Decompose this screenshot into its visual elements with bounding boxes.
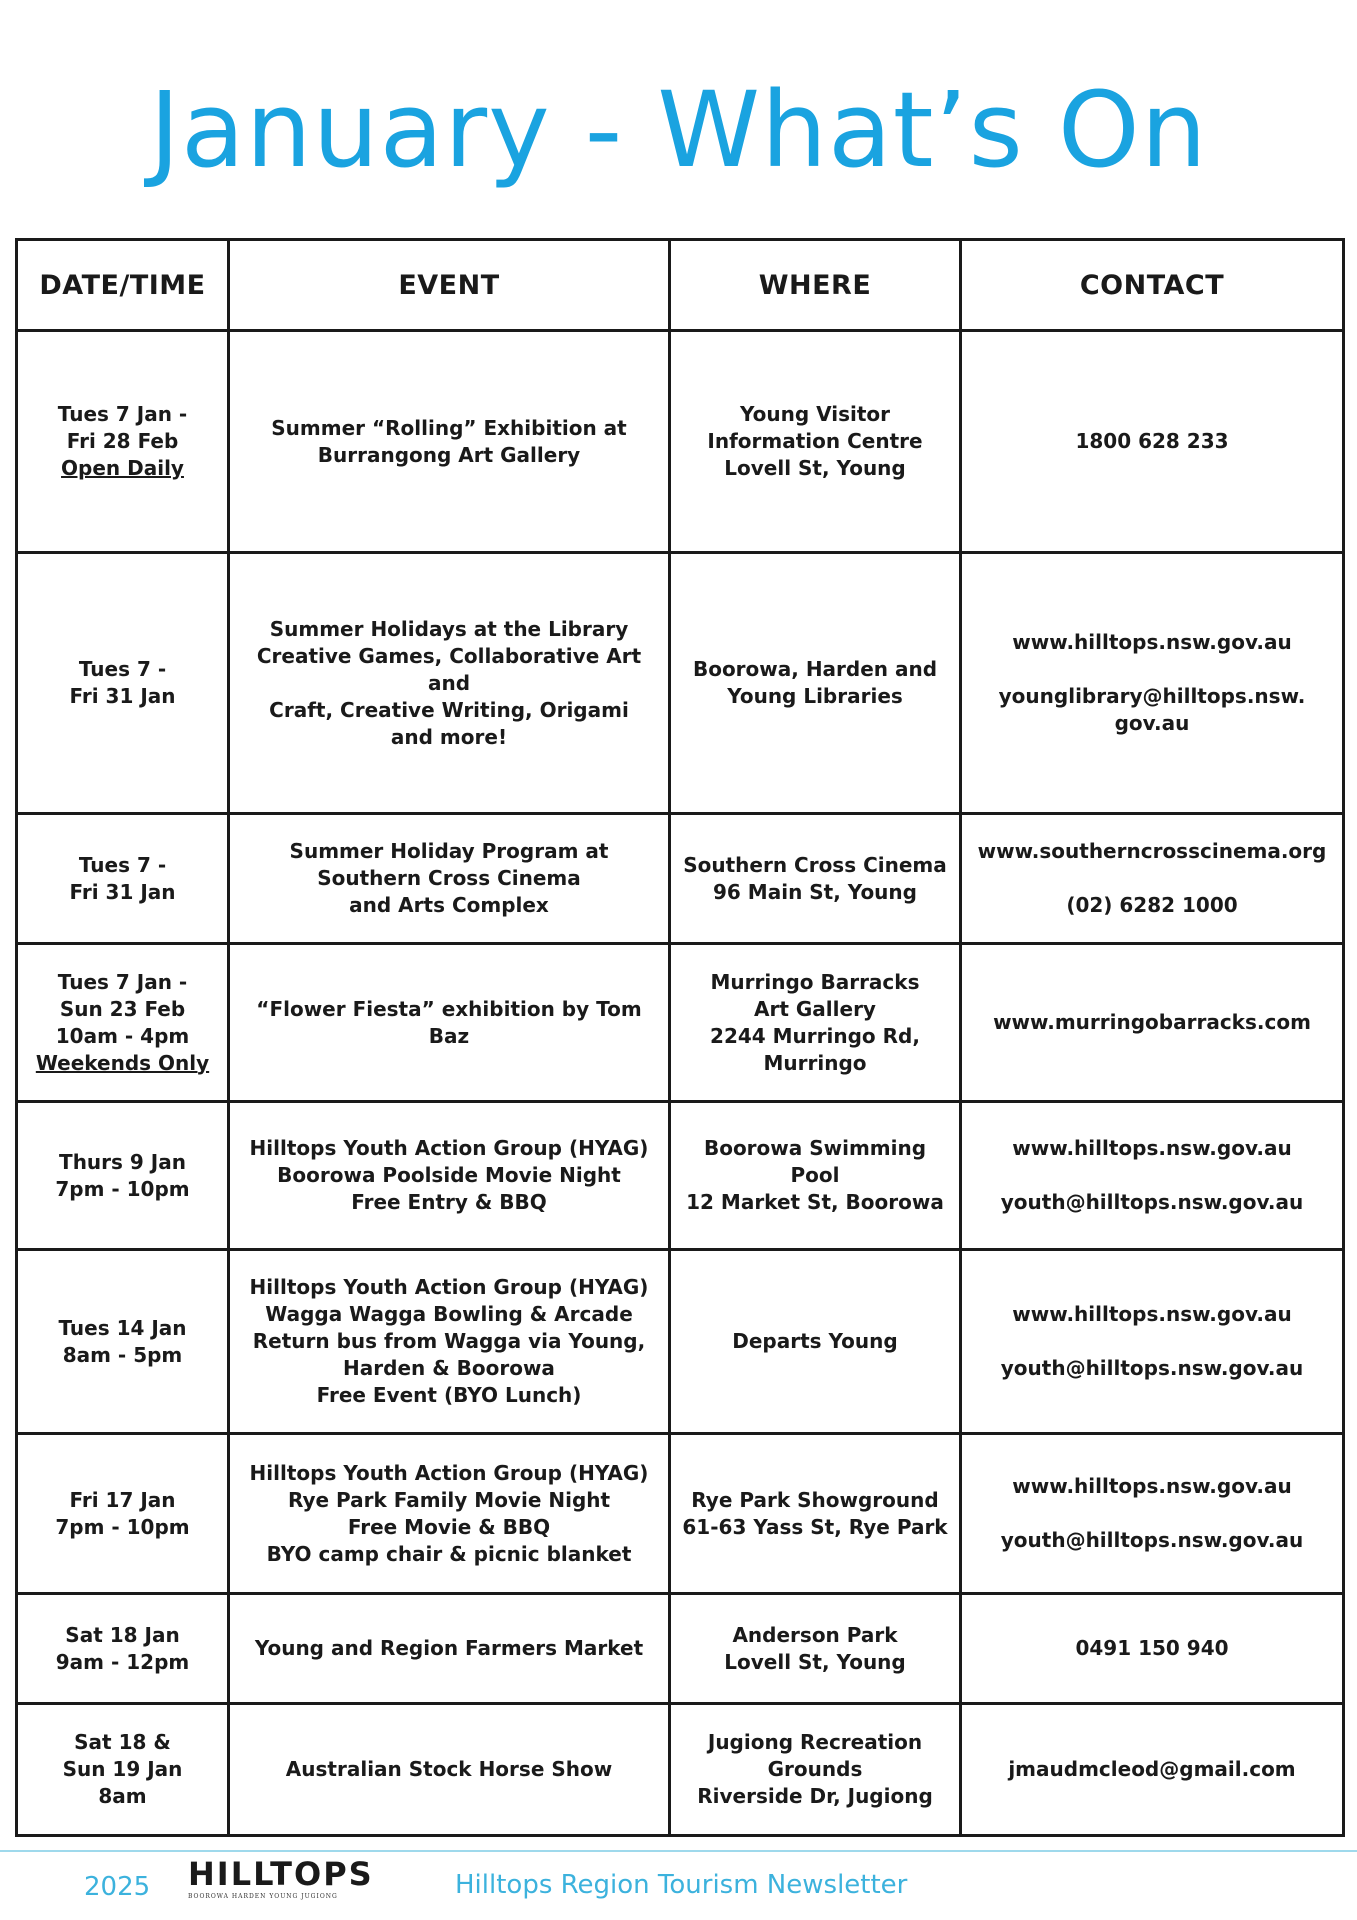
- cell-date: [17, 944, 229, 1102]
- cell-event: Hilltops Youth Action Group (HYAG) Boorowa Poolside Movie Night Free Entry & BBQ: [229, 1102, 670, 1250]
- cell-where: Southern Cross Cinema 96 Main St, Young: [670, 814, 961, 944]
- table-row: [17, 1704, 1344, 1836]
- table-row: [17, 1250, 1344, 1434]
- footer-year: 2025: [84, 1872, 151, 1902]
- cell-contact: jmaudmcleod@gmail.com: [961, 1704, 1344, 1836]
- cell-contact: www.hilltops.nsw.gov.au youth@hilltops.nsw.gov.au: [961, 1250, 1344, 1434]
- date-note: Weekends Only: [35, 1050, 210, 1075]
- table-row: [17, 814, 1344, 944]
- cell-event: Summer Holiday Program at Southern Cross Cinema and Arts Complex: [229, 814, 670, 944]
- cell-contact: www.hilltops.nsw.gov.au youth@hilltops.nsw.gov.au: [961, 1102, 1344, 1250]
- events-table: [15, 238, 1345, 1837]
- cell-contact: 1800 628 233: [961, 331, 1344, 553]
- cell-date: Fri 17 Jan 7pm - 10pm: [17, 1434, 229, 1594]
- logo-wordmark: HILLTOPS: [188, 1855, 374, 1893]
- date-text: Tues 7 Jan - Sun 23 Feb 10am - 4pm: [55, 969, 190, 1048]
- table-row: [17, 331, 1344, 553]
- header-where: WHERE: [670, 240, 961, 331]
- cell-where: Boorowa Swimming Pool 12 Market St, Boorowa: [670, 1102, 961, 1250]
- table-header-row: [17, 240, 1344, 331]
- cell-event: Hilltops Youth Action Group (HYAG) Rye Park Family Movie Night Free Movie & BBQ BYO camp chair & picnic blanket: [229, 1434, 670, 1594]
- page-title: January - What’s On: [149, 69, 1208, 191]
- cell-where: Departs Young: [670, 1250, 961, 1434]
- cell-contact: 0491 150 940: [961, 1594, 1344, 1704]
- cell-where: Anderson Park Lovell St, Young: [670, 1594, 961, 1704]
- cell-contact: www.southerncrosscinema.org (02) 6282 1000: [961, 814, 1344, 944]
- date-note: Open Daily: [61, 456, 184, 480]
- cell-date: Tues 14 Jan 8am - 5pm: [17, 1250, 229, 1434]
- cell-event: Young and Region Farmers Market: [229, 1594, 670, 1704]
- cell-contact: www.hilltops.nsw.gov.au youth@hilltops.nsw.gov.au: [961, 1434, 1344, 1594]
- table-row: [17, 553, 1344, 814]
- header-date: DATE/TIME: [17, 240, 229, 331]
- table-row: [17, 1434, 1344, 1594]
- cell-where: Murringo Barracks Art Gallery 2244 Murringo Rd, Murringo: [670, 944, 961, 1102]
- table-row: [17, 944, 1344, 1102]
- cell-event: Summer Holidays at the Library Creative Games, Collaborative Art and Craft, Creative Writing, Origami and more!: [229, 553, 670, 814]
- cell-where: Young Visitor Information Centre Lovell St, Young: [670, 331, 961, 553]
- cell-date: Sat 18 & Sun 19 Jan 8am: [17, 1704, 229, 1836]
- cell-event: Hilltops Youth Action Group (HYAG) Wagga Wagga Bowling & Arcade Return bus from Wagga via Young, Harden & Boorowa Free Event (BYO Lunch): [229, 1250, 670, 1434]
- cell-event: “Flower Fiesta” exhibition by Tom Baz: [229, 944, 670, 1102]
- cell-where: Boorowa, Harden and Young Libraries: [670, 553, 961, 814]
- cell-where: Jugiong Recreation Grounds Riverside Dr, Jugiong: [670, 1704, 961, 1836]
- logo-towns: BOOROWA HARDEN YOUNG JUGIONG: [188, 1893, 338, 1900]
- cell-date: [17, 331, 229, 553]
- hilltops-logo: [188, 1855, 374, 1916]
- date-text: Tues 7 Jan - Fri 28 Feb: [57, 402, 188, 453]
- cell-date: Tues 7 - Fri 31 Jan: [17, 553, 229, 814]
- newsletter-title: Hilltops Region Tourism Newsletter: [455, 1870, 908, 1900]
- cell-where: Rye Park Showground 61-63 Yass St, Rye Park: [670, 1434, 961, 1594]
- footer-divider: [0, 1850, 1357, 1852]
- cell-date: Tues 7 - Fri 31 Jan: [17, 814, 229, 944]
- table-row: [17, 1102, 1344, 1250]
- cell-contact: www.hilltops.nsw.gov.au younglibrary@hilltops.nsw. gov.au: [961, 553, 1344, 814]
- cell-date: Sat 18 Jan 9am - 12pm: [17, 1594, 229, 1704]
- cell-contact: www.murringobarracks.com: [961, 944, 1344, 1102]
- cell-event: Summer “Rolling” Exhibition at Burrangong Art Gallery: [229, 331, 670, 553]
- table-row: [17, 1594, 1344, 1704]
- cell-event: Australian Stock Horse Show: [229, 1704, 670, 1836]
- cell-date: Thurs 9 Jan 7pm - 10pm: [17, 1102, 229, 1250]
- header-contact: CONTACT: [961, 240, 1344, 331]
- header-event: EVENT: [229, 240, 670, 331]
